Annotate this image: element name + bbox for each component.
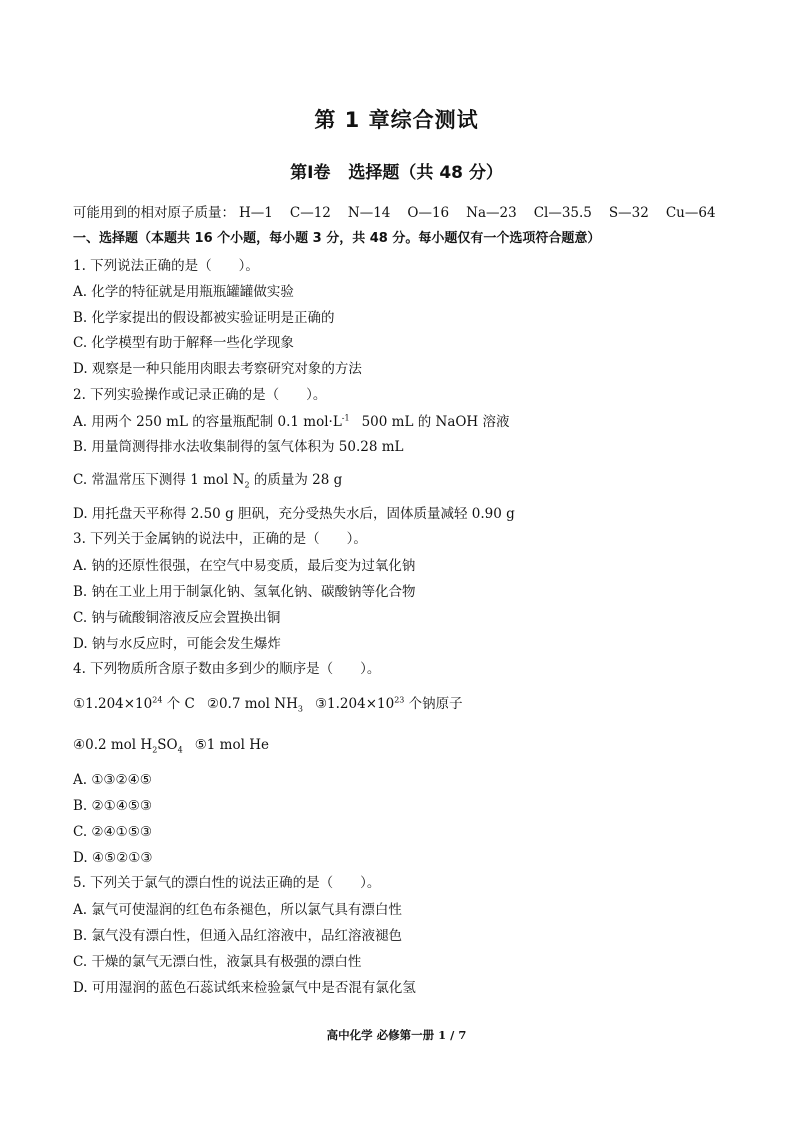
item-text: ④0.2 mol H (73, 737, 153, 753)
question-stem: 3. 下列关于金属钠的说法中，正确的是（ ）。 (73, 531, 367, 547)
option (73, 471, 342, 489)
item-text: ⑤1 mol He (194, 737, 269, 753)
question-stem: 1. 下列说法正确的是（ ）。 (73, 258, 259, 274)
atomic-mass: N—14 (347, 205, 391, 221)
section-header: 一、选择题（本题共 16 个小题，每小题 3 分，共 48 分。每小题仅有一个选项符合题意） (73, 231, 601, 246)
option: D. 钠与水反应时，可能会发生爆炸 (73, 636, 281, 652)
atomic-masses (73, 204, 716, 222)
atomic-masses-label: 可能用到的相对原子质量： (73, 205, 235, 221)
subscript: 4 (177, 745, 183, 755)
option: B. 钠在工业上用于制氯化钠、氢氧化钠、碳酸钠等化合物 (73, 584, 416, 600)
option: D. ④⑤②①③ (73, 850, 153, 866)
option: A. ①③②④⑤ (73, 772, 152, 788)
part-label: 第Ⅰ卷 (290, 163, 331, 183)
question-stem: 5. 下列关于氯气的漂白性的说法正确的是（ ）。 (73, 875, 381, 891)
subscript: 2 (244, 480, 250, 490)
option-text: 500 mL 的 NaOH 溶液 (361, 414, 510, 430)
question-items (73, 695, 463, 713)
option: C. 干燥的氯气无漂白性，液氯具有极强的漂白性 (73, 954, 362, 970)
item-text: 个 C (162, 696, 195, 712)
atomic-mass: Cl—35.5 (533, 205, 592, 221)
atomic-mass: H—1 (239, 205, 273, 221)
atomic-mass: Na—23 (466, 205, 517, 221)
atomic-mass: O—16 (407, 205, 450, 221)
atomic-mass: Cu—64 (665, 205, 716, 221)
option-text: 的质量为 28 g (249, 472, 343, 488)
section-subtitle (0, 158, 793, 183)
page-footer: 高中化学 必修第一册 1 / 7 (326, 1028, 467, 1042)
item-text: SO (157, 737, 178, 753)
option-text: C. 常温常压下测得 1 mol N (73, 472, 245, 488)
atomic-mass: C—12 (289, 205, 331, 221)
item-text: ①1.204×10 (73, 696, 153, 712)
option: B. 氯气没有漂白性，但通入品红溶液中，品红溶液褪色 (73, 928, 403, 944)
question-stem: 2. 下列实验操作或记录正确的是（ ）。 (73, 387, 327, 403)
option: A. 钠的还原性很强，在空气中易变质，最后变为过氧化钠 (73, 558, 416, 574)
option: B. 用量筒测得排水法收集制得的氢气体积为 50.28 mL (73, 439, 404, 455)
option: D. 可用湿润的蓝色石蕊试纸来检验氯气中是否混有氯化氢 (73, 980, 416, 996)
option: A. 化学的特征就是用瓶瓶罐罐做实验 (73, 284, 294, 300)
option: B. ②①④⑤③ (73, 798, 153, 814)
option: D. 观察是一种只能用肉眼去考察研究对象的方法 (73, 361, 362, 377)
option: C. 化学模型有助于解释一些化学现象 (73, 335, 294, 351)
question-stem: 4. 下列物质所含原子数由多到少的顺序是（ ）。 (73, 661, 381, 677)
item-text: 个钠原子 (404, 696, 463, 712)
item-text: ③1.204×10 (314, 696, 395, 712)
part-name: 选择题（共 48 分） (348, 163, 503, 183)
superscript: -1 (341, 413, 350, 423)
option: C. 钠与硫酸铜溶液反应会置换出铜 (73, 610, 281, 626)
option: A. 氯气可使湿润的红色布条褪色，所以氯气具有漂白性 (73, 902, 402, 918)
superscript: 23 (394, 695, 405, 705)
option-text: A. 用两个 250 mL 的容量瓶配制 0.1 mol·L (73, 414, 342, 430)
subscript: 3 (297, 704, 303, 714)
atomic-mass: S—32 (608, 205, 649, 221)
option: D. 用托盘天平称得 2.50 g 胆矾，充分受热失水后，固体质量减轻 0.90 g (73, 506, 515, 522)
subscript: 2 (152, 745, 158, 755)
item-text: ②0.7 mol NH (206, 696, 298, 712)
question-items (73, 736, 269, 754)
option: B. 化学家提出的假设都被实验证明是正确的 (73, 310, 335, 326)
page-title: 第 1 章综合测试 (314, 108, 479, 132)
superscript: 24 (152, 695, 163, 705)
option: C. ②④①⑤③ (73, 824, 152, 840)
option (73, 413, 510, 431)
